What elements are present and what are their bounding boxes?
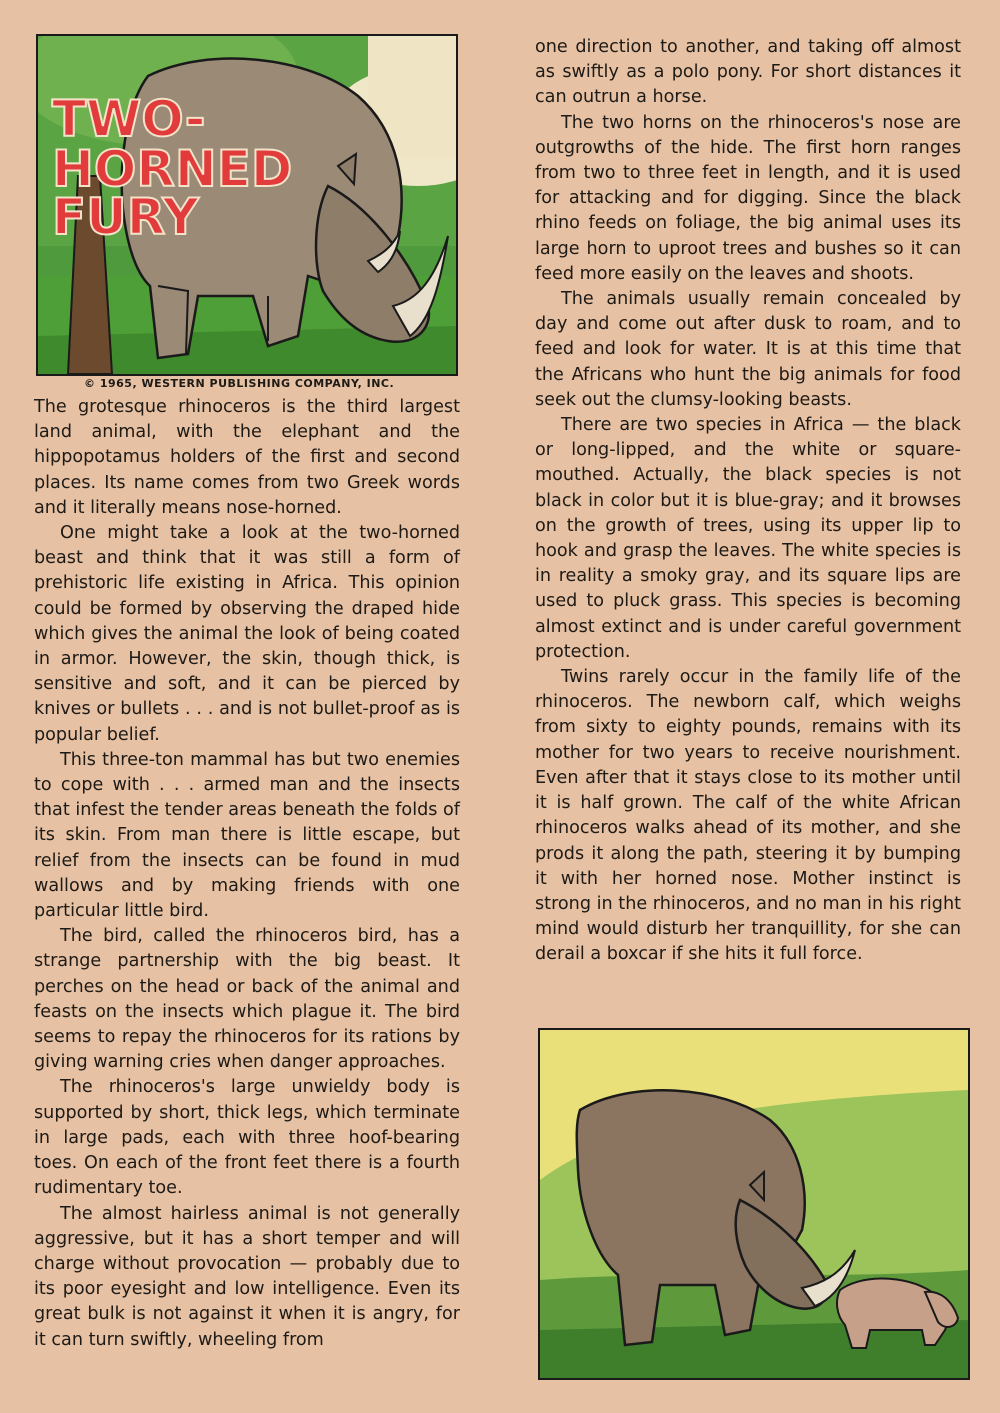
left-paragraph-6: The almost hairless animal is not generally aggressive, but it has a short temper and will charge without provocation — probably due to its poor eyesight and low intelligence. Even its great bulk is not against it when it is angry, for it can turn swiftly, wheeling from	[34, 1203, 460, 1350]
mother-calf-illustration-panel	[538, 1028, 970, 1380]
copyright-notice: © 1965, WESTERN PUBLISHING COMPANY, INC.	[84, 377, 395, 390]
title-illustration-panel	[36, 34, 458, 376]
title-line-1: TWO-	[52, 90, 206, 148]
rhino-mother-calf-illustration	[540, 1030, 968, 1378]
right-paragraph-4: There are two species in Africa — the black or long-lipped, and the white or square-mouthed. Actually, the black species is not black in color but it is blue-gray; and it browses on the growth of trees, using its upper lip to hook and grasp the leaves. The white species is in reality a smoky gray, and its square lips are used to pluck grass. This species is becoming almost extinct and is under careful government protection.	[535, 415, 961, 662]
left-paragraph-5: The rhinoceros's large unwieldy body is supported by short, thick legs, which terminate in large pads, each with three hoof-bearing toes. On each of the front feet there is a fourth rudimentary toe.	[34, 1077, 460, 1199]
rhino-grazing-illustration	[38, 36, 456, 374]
right-paragraph-2: The two horns on the rhinoceros's nose are outgrowths of the hide. The first horn ranges from two to three feet in length, and it is used for attacking and for digging. Since the black rhino feeds on foliage, the big animal uses its large horn to uproot trees and bushes so it can feed more easily on the leaves and shoots.	[535, 112, 961, 284]
title-line-3: FURY	[52, 188, 199, 246]
right-paragraph-5: Twins rarely occur in the family life of the rhinoceros. The newborn calf, which weighs from sixty to eighty pounds, remains with its mother for two years to receive nourishment. Even after that it stays close to its mother until it is half grown. The calf of the white African rhinoceros walks ahead of its mother, and she prods it along the path, steering it by bumping it with her horned nose. Mother instinct is strong in the rhinoceros, and no man in his right mind would disturb her tranquillity, for she can derail a boxcar if she hits it full force.	[535, 667, 961, 965]
left-paragraph-3: This three-ton mammal has but two enemies to cope with . . . armed man and the insects that infest the tender areas beneath the folds of its skin. From man there is little escape, but relief from the insects can be found in mud wallows and by making friends with one particular little bird.	[34, 749, 460, 922]
title-line-2: HORNED	[52, 140, 293, 198]
left-text-column	[34, 395, 460, 1353]
left-paragraph-1: The grotesque rhinoceros is the third largest land animal, with the elephant and the hippopotamus holders of the first and second places. Its name comes from two Greek words and it literally means nose-horned.	[34, 397, 460, 518]
left-paragraph-4: The bird, called the rhinoceros bird, has a strange partnership with the big beast. It perches on the head or back of the animal and feasts on the insects which plague it. The bird seems to repay the rhinoceros for its rations by giving warning cries when danger approaches.	[34, 926, 460, 1073]
right-paragraph-1: one direction to another, and taking off almost as swiftly as a polo pony. For short distances it can outrun a horse.	[535, 37, 961, 108]
left-paragraph-2: One might take a look at the two-horned beast and think that it was still a form of prehistoric life existing in Africa. This opinion could be formed by observing the draped hide which gives the animal the look of being coated in armor. However, the skin, though thick, is sensitive and soft, and it can be pierced by knives or bullets . . . and is not bullet-proof as is popular belief.	[34, 523, 460, 745]
right-text-column	[535, 35, 961, 968]
right-paragraph-3: The animals usually remain concealed by day and come out after dusk to roam, and to feed and look for water. It is at this time that the Africans who hunt the big animals for food seek out the clumsy-looking beasts.	[535, 289, 961, 410]
